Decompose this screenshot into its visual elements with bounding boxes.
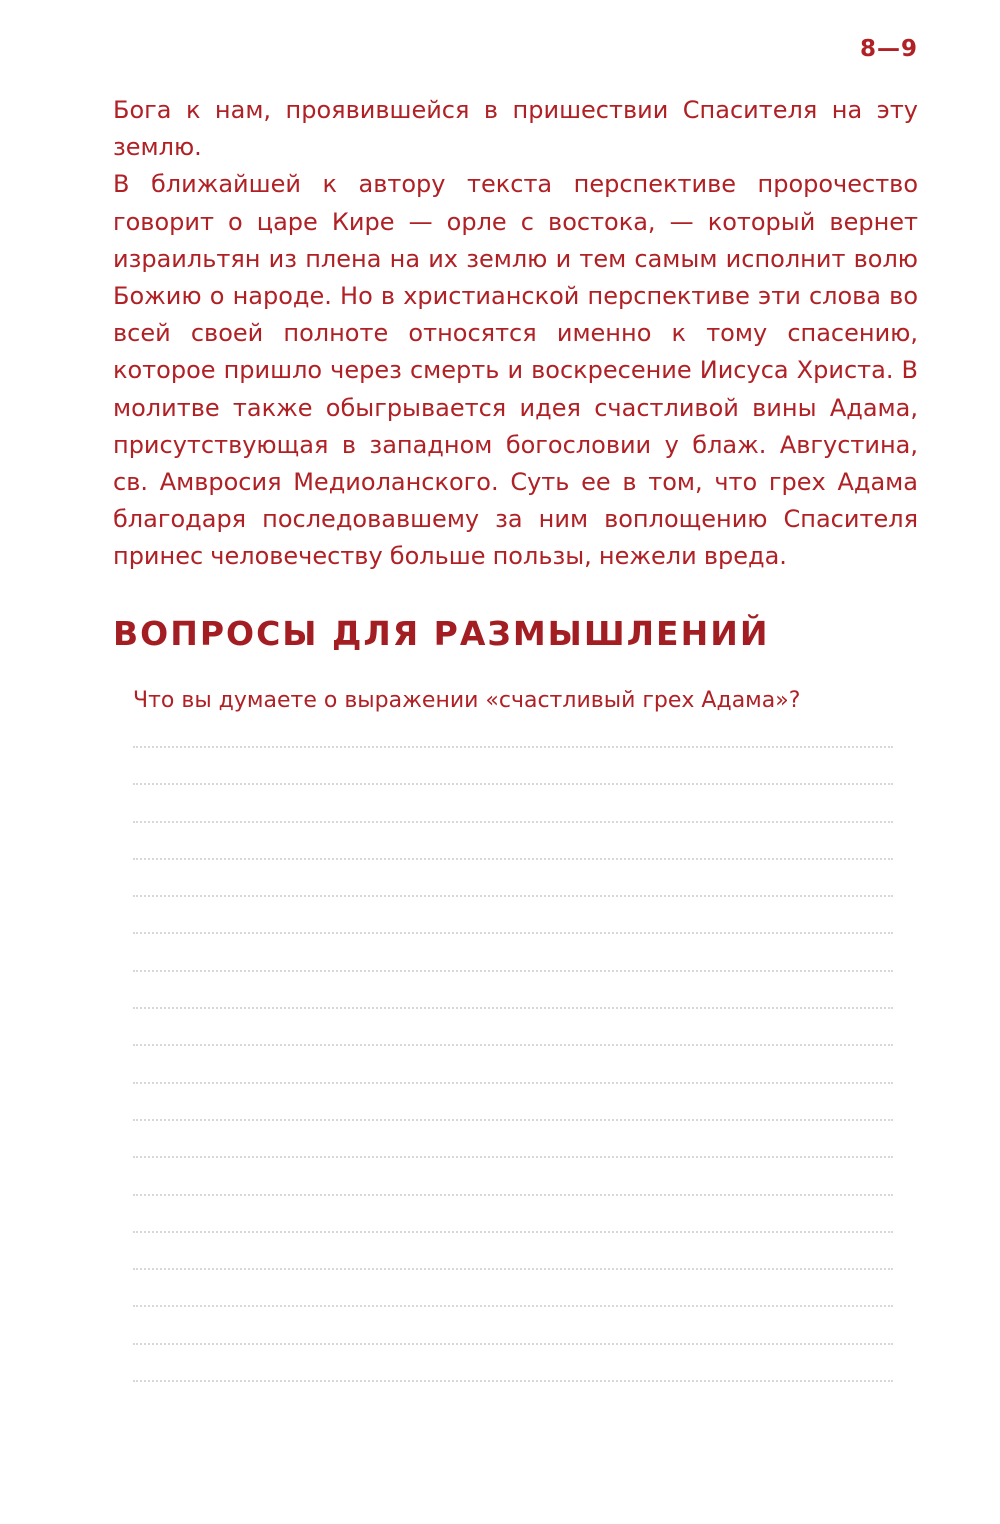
section-heading: ВОПРОСЫ ДЛЯ РАЗМЫШЛЕНИЙ (113, 614, 770, 653)
answer-line[interactable] (133, 858, 893, 860)
answer-line[interactable] (133, 970, 893, 972)
answer-line[interactable] (133, 932, 893, 934)
answer-line[interactable] (133, 1119, 893, 1121)
answer-line[interactable] (133, 821, 893, 823)
body-text (113, 92, 918, 576)
answer-line[interactable] (133, 746, 893, 748)
question-block (133, 684, 893, 718)
answer-line[interactable] (133, 1380, 893, 1382)
answer-line[interactable] (133, 1007, 893, 1009)
answer-line[interactable] (133, 1156, 893, 1158)
body-paragraph-2: В ближайшей к автору текста перспективе пророчество говорит о царе Кире — орле с востока, — который вернет израильтян из плена на их землю и тем самым исполнит волю Божию о народе. Но в христианской перспективе эти слова во всей своей полноте относятся именно к тому спасению, которое пришло через смерть и воскресение Иисуса Христа. В молитве также обыгрывается идея счастливой вины Адама, присутствующая в западном богословии у блаж. Августина, св. Амвросия Медиоланского. Суть ее в том, что грех Адама благодаря последовавшему за ним воплощению Спасителя принес человечеству больше пользы, нежели вреда. (113, 170, 918, 571)
answer-line[interactable] (133, 1044, 893, 1046)
answer-line[interactable] (133, 1343, 893, 1345)
body-paragraph-1: Бога к нам, проявившейся в пришествии Спасителя на эту землю. (113, 96, 918, 162)
page-number: 8—9 (859, 36, 918, 62)
answer-line[interactable] (133, 1231, 893, 1233)
answer-line[interactable] (133, 1194, 893, 1196)
answer-line[interactable] (133, 1268, 893, 1270)
answer-line[interactable] (133, 1305, 893, 1307)
answer-line[interactable] (133, 895, 893, 897)
answer-lines-area[interactable] (133, 746, 893, 1417)
answer-line[interactable] (133, 783, 893, 785)
question-text: Что вы думаете о выражении «счастливый грех Адама»? (133, 688, 801, 713)
answer-line[interactable] (133, 1082, 893, 1084)
